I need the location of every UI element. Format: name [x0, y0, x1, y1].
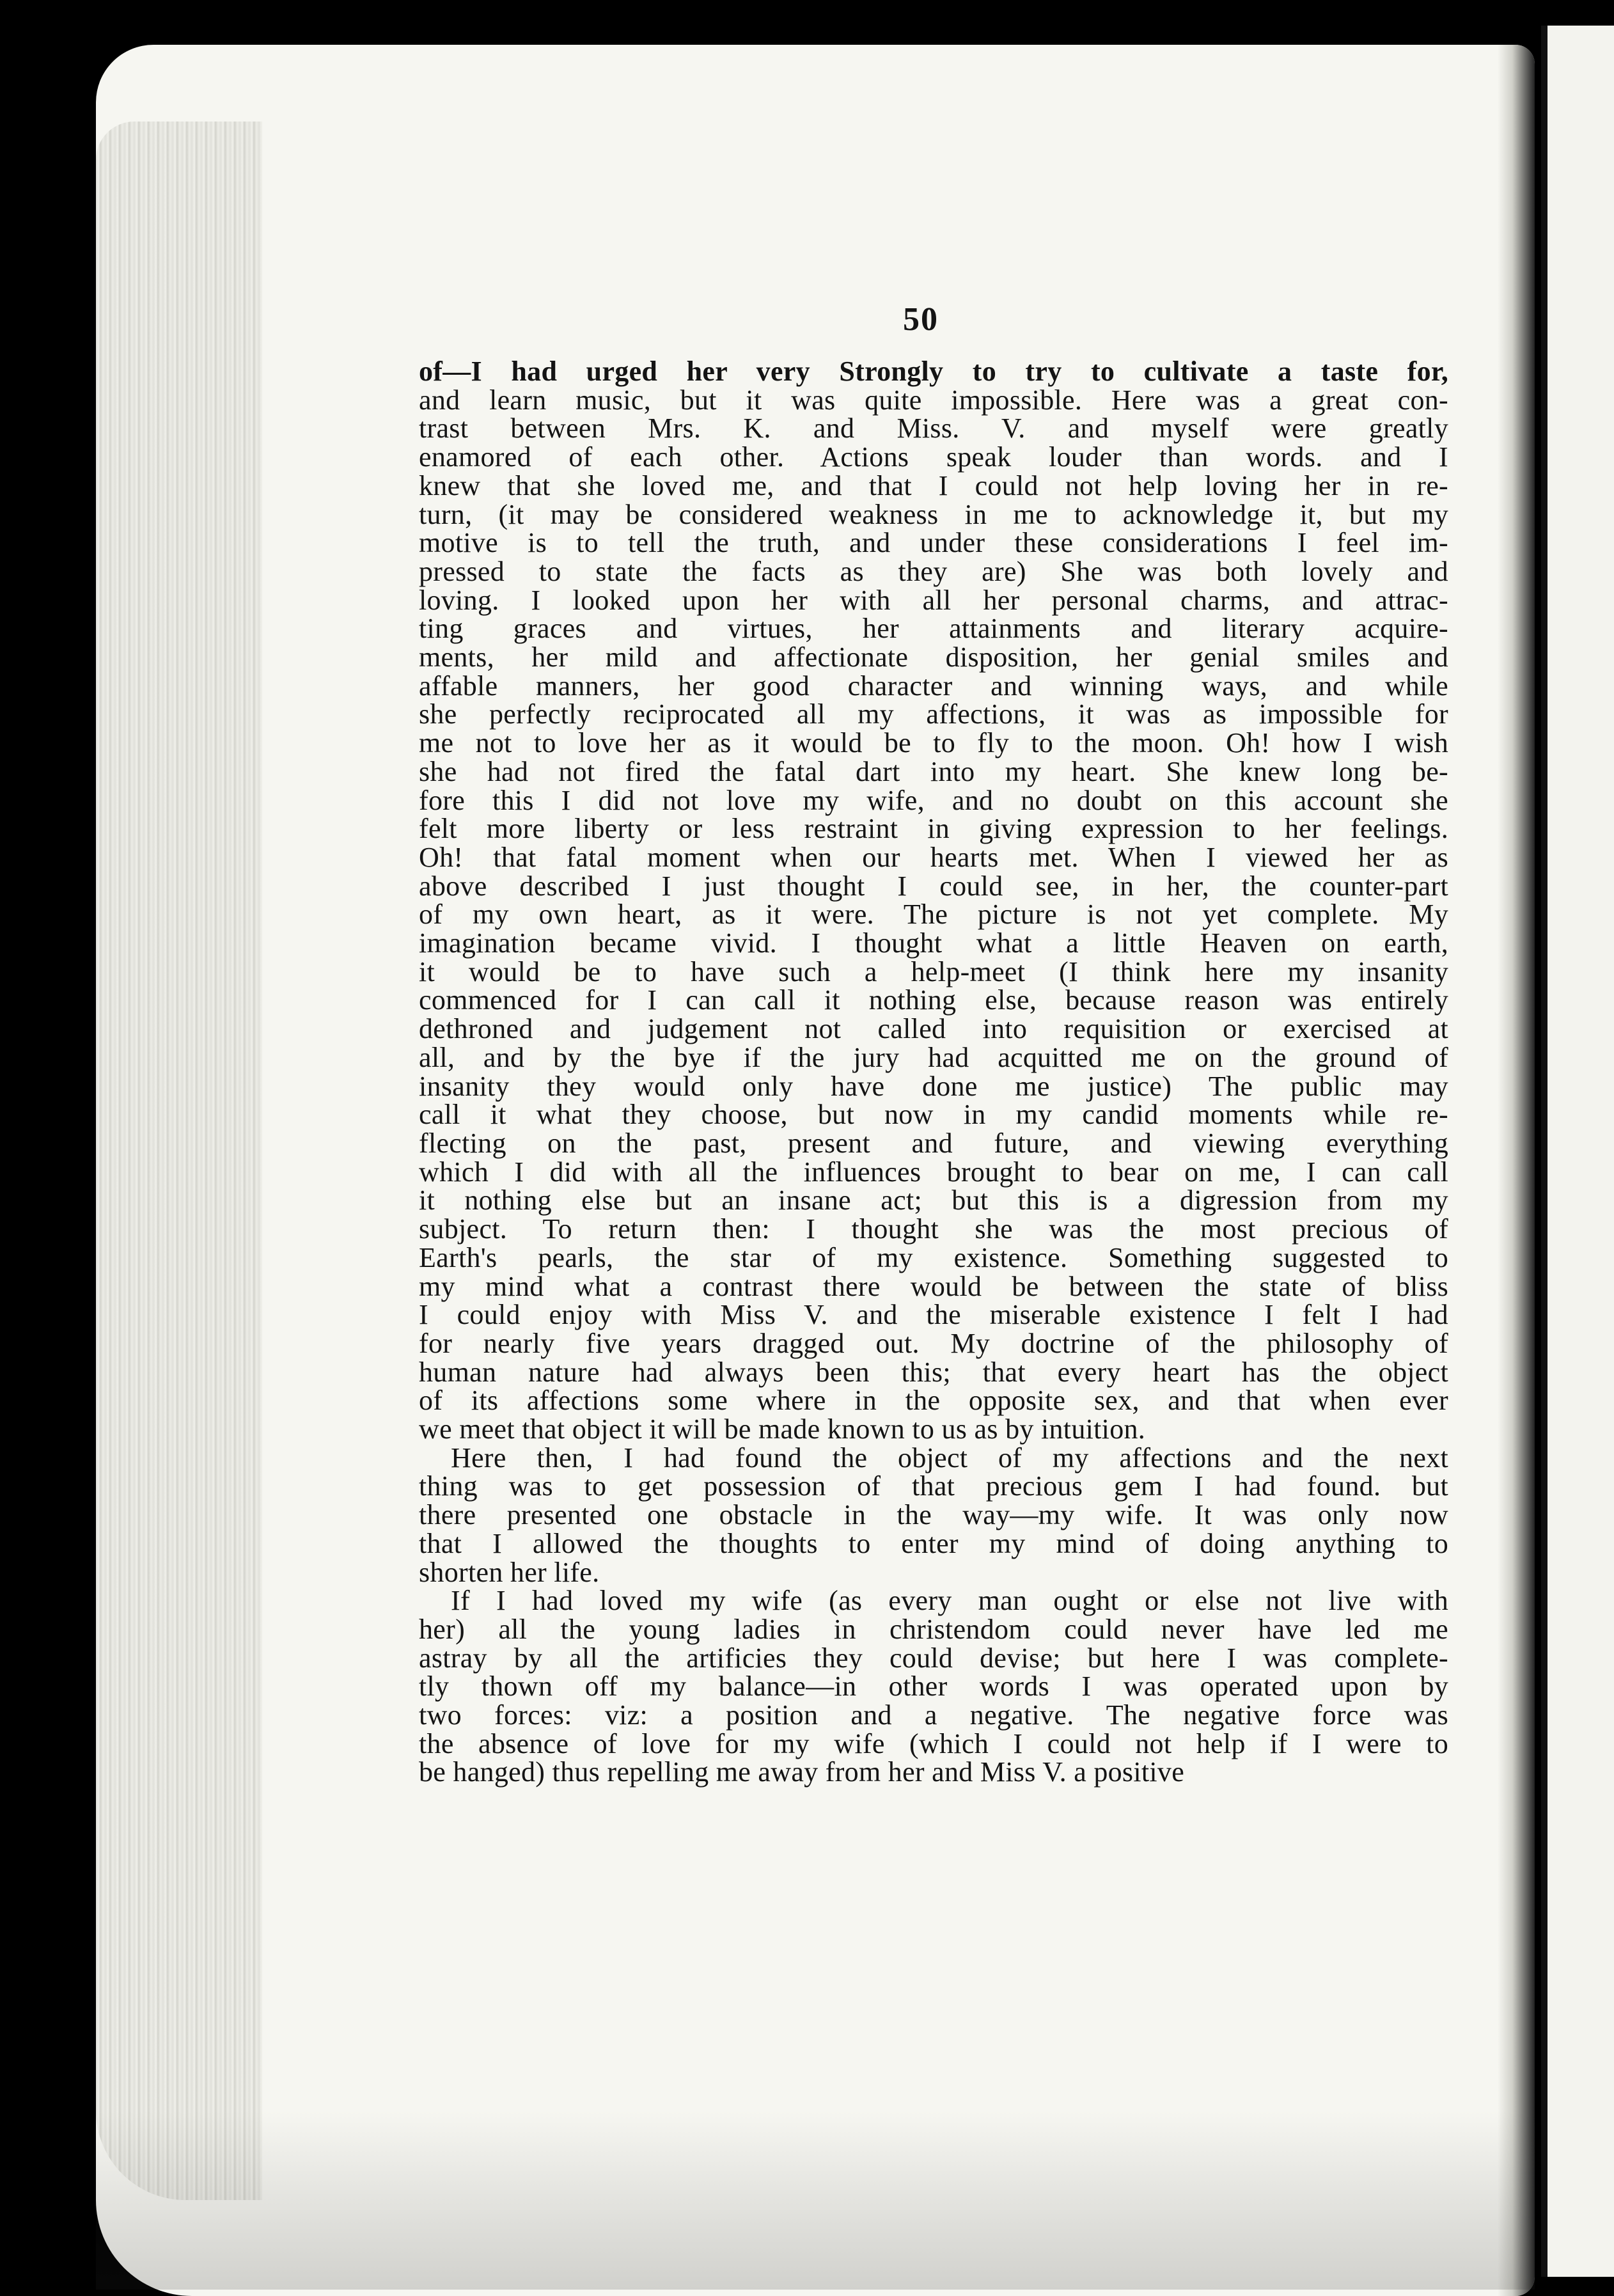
facing-page-edge [1541, 26, 1614, 2277]
text-line: all, and by the bye if the jury had acquitted me on the ground of [419, 1041, 1448, 1073]
text-line: Here then, I had found the object of my affections and the next [451, 1442, 1448, 1474]
text-line: thing was to get possession of that precious gem I had found. but [419, 1470, 1448, 1502]
text-line: there presented one obstacle in the way—my wife. It was only now [419, 1499, 1448, 1531]
text-line: turn, (it may be considered weakness in me to acknowledge it, but my [419, 498, 1448, 530]
text-line: of its affections some where in the opposite sex, and that when ever [419, 1385, 1448, 1417]
text-line: which I did with all the influences brought to bear on me, I can call [419, 1156, 1448, 1188]
text-line: that I allowed the thoughts to enter my mind of doing anything to [419, 1527, 1448, 1559]
text-line: and learn music, but it was quite impossible. Here was a great con- [419, 384, 1448, 416]
text-line: I could enjoy with Miss V. and the miserable existence I felt I had [419, 1299, 1448, 1331]
text-line: astray by all the artificies they could devise; but here I was complete- [419, 1642, 1448, 1674]
text-line: be hanged) thus repelling me away from her and Miss V. a positive [419, 1756, 1185, 1788]
text-line: knew that she loved me, and that I could not help loving her in re- [419, 469, 1448, 501]
text-line: If I had loved my wife (as every man ought or else not live with [451, 1585, 1448, 1617]
text-line: two forces: viz: a position and a negative. The negative force was [419, 1699, 1448, 1731]
text-line: of—I had urged her very Strongly to try to cultivate a taste for, [419, 356, 1448, 387]
text-line: me not to love her as it would be to fly to the moon. Oh! how I wish [419, 727, 1448, 759]
text-line: call it what they choose, but now in my candid moments while re- [419, 1099, 1448, 1131]
page-edges [96, 122, 262, 2200]
text-line: shorten her life. [419, 1556, 600, 1588]
page-shadow [96, 2111, 1535, 2290]
text-line: fore this I did not love my wife, and no doubt on this account she [419, 784, 1448, 816]
text-line: Earth's pearls, the star of my existence. Something suggested to [419, 1241, 1448, 1273]
text-line: trast between Mrs. K. and Miss. V. and myself were greatly [419, 413, 1448, 444]
text-line: for nearly five years dragged out. My doctrine of the philosophy of [419, 1327, 1448, 1359]
page-text [419, 301, 1448, 1787]
text-line: we meet that object it will be made known to us as by intuition. [419, 1413, 1146, 1445]
text-line: felt more liberty or less restraint in giving expression to her feelings. [419, 813, 1448, 845]
text-line: dethroned and judgement not called into requisition or exercised at [419, 1013, 1448, 1045]
text-line: ments, her mild and affectionate disposition, her genial smiles and [419, 641, 1448, 673]
text-line: her) all the young ladies in christendom could never have led me [419, 1613, 1448, 1645]
text-line: affable manners, her good character and winning ways, and while [419, 670, 1448, 702]
text-line: imagination became vivid. I thought what a little Heaven on earth, [419, 927, 1448, 959]
text-line: tly thown off my balance—in other words I was operated upon by [419, 1671, 1448, 1702]
page-number: 50 [903, 301, 939, 338]
text-line: flecting on the past, present and future, and viewing everything [419, 1127, 1448, 1159]
book-gutter [1498, 45, 1535, 2296]
text-line: above described I just thought I could see, in her, the counter-part [419, 870, 1448, 902]
text-line: my mind what a contrast there would be between the state of bliss [419, 1270, 1448, 1302]
text-line: enamored of each other. Actions speak louder than words. and I [419, 441, 1448, 473]
text-line: Oh! that fatal moment when our hearts met. When I viewed her as [419, 841, 1448, 873]
text-line: she had not fired the fatal dart into my heart. She knew long be- [419, 755, 1448, 787]
text-line: it nothing else but an insane act; but this is a digression from my [419, 1184, 1448, 1216]
text-line: insanity they would only have done me justice) The public may [419, 1070, 1448, 1102]
text-line: subject. To return then: I thought she was the most precious of [419, 1213, 1448, 1245]
text-line: commenced for I can call it nothing else, because reason was entirely [419, 984, 1448, 1016]
text-line: ting graces and virtues, her attainments and literary acquire- [419, 613, 1448, 645]
text-line: of my own heart, as it were. The picture is not yet complete. My [419, 899, 1448, 931]
text-line: she perfectly reciprocated all my affections, it was as impossible for [419, 698, 1448, 730]
text-line: the absence of love for my wife (which I could not help if I were to [419, 1727, 1448, 1759]
text-line: motive is to tell the truth, and under these considerations I feel im- [419, 527, 1448, 559]
text-line: it would be to have such a help-meet (I think here my insanity [419, 955, 1448, 987]
text-line: pressed to state the facts as they are) She was both lovely and [419, 555, 1448, 587]
text-line: human nature had always been this; that every heart has the object [419, 1356, 1448, 1388]
text-line: loving. I looked upon her with all her personal charms, and attrac- [419, 584, 1448, 616]
text-lines [419, 358, 1448, 1787]
